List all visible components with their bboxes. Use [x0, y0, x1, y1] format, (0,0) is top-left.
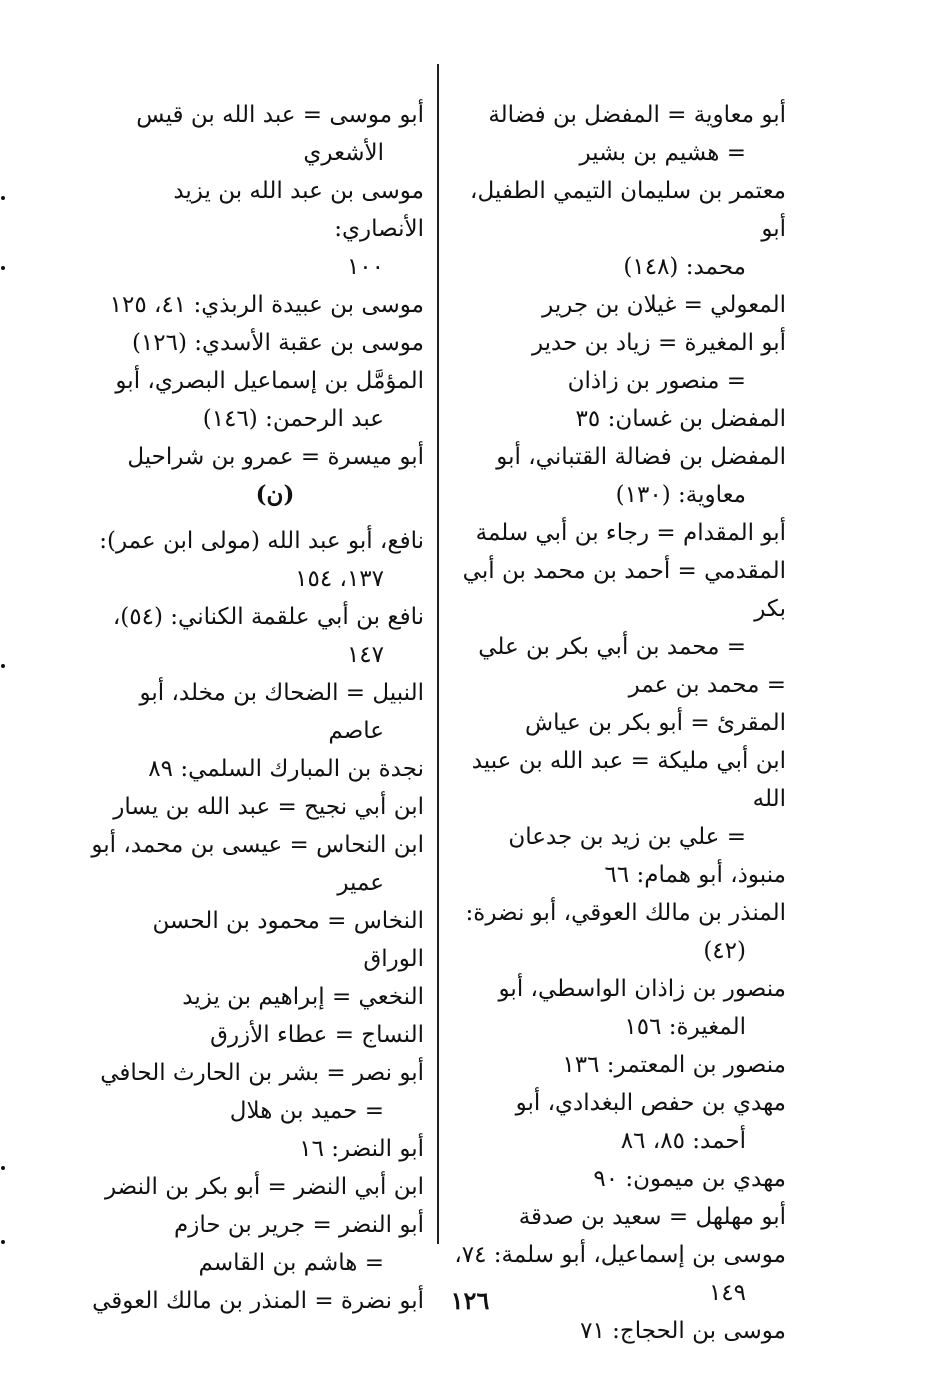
entry-text: معتمر بن سليمان التيمي الطفيل، أبو — [470, 178, 786, 242]
index-entry — [86, 826, 424, 902]
index-entry — [452, 1084, 786, 1160]
entry-continuation: = هشيم بن بشير — [579, 140, 746, 166]
entry-text: مهدي بن ميمون: ٩٠ — [593, 1166, 786, 1192]
index-entry — [452, 438, 786, 514]
entry-text: = محمد بن عمر — [628, 672, 786, 698]
entry-text: (ن) — [255, 481, 295, 508]
entry-continuation: = هاشم بن القاسم — [198, 1250, 384, 1276]
index-entry — [86, 1206, 424, 1282]
entry-text: موسى بن عبيدة الربذي: ٤١، ١٢٥ — [109, 292, 424, 318]
entry-text: النبيل = الضحاك بن مخلد، أبو — [139, 680, 424, 706]
index-entry — [86, 750, 424, 788]
index-entry — [86, 286, 424, 324]
index-entry — [452, 1160, 786, 1198]
index-entry — [86, 978, 424, 1016]
entry-text: المنذر بن مالك العوقي، أبو نضرة: — [465, 900, 786, 926]
entry-text: ابن أبي نجيح = عبد الله بن يسار — [113, 794, 424, 820]
index-entry — [452, 324, 786, 400]
entry-text: المفضل بن غسان: ٣٥ — [575, 406, 786, 432]
index-entry — [452, 514, 786, 552]
index-entry — [452, 856, 786, 894]
entry-text: المعولي = غيلان بن جرير — [542, 292, 786, 318]
entry-text: المؤمَّل بن إسماعيل البصري، أبو — [115, 368, 424, 394]
index-entry — [452, 704, 786, 742]
entry-text: المقرئ = أبو بكر بن عياش — [525, 710, 786, 736]
index-entry — [452, 552, 786, 666]
entry-continuation: ١٠٠ — [346, 254, 384, 280]
entry-continuation: عبد الرحمن: (١٤٦) — [202, 406, 384, 432]
margin-mark — [1, 1240, 5, 1244]
index-entry — [86, 438, 424, 476]
index-entry — [86, 96, 424, 172]
entry-text: موسى بن الحجاج: ٧١ — [580, 1318, 786, 1344]
index-entry — [452, 894, 786, 970]
entry-continuation: عاصم — [328, 718, 384, 744]
entry-continuation: ١٤٧ — [346, 642, 384, 668]
entry-continuation: عمير — [337, 870, 384, 896]
index-entry — [452, 742, 786, 856]
index-entry — [86, 598, 424, 674]
index-entry — [452, 400, 786, 438]
entry-continuation: = محمد بن أبي بكر بن علي — [478, 634, 746, 660]
entry-text: المفضل بن فضالة القتباني، أبو — [496, 444, 786, 470]
column-divider — [437, 64, 439, 1244]
entry-text: نافع، أبو عبد الله (مولى ابن عمر): — [99, 528, 424, 554]
entry-text: موسى بن عقبة الأسدي: (١٢٦) — [131, 330, 424, 356]
index-entry — [86, 1130, 424, 1168]
entry-continuation: = منصور بن زاذان — [567, 368, 746, 394]
index-entry — [86, 674, 424, 750]
index-entry — [452, 666, 786, 704]
index-entry — [86, 522, 424, 598]
entry-text: النخاس = محمود بن الحسن الوراق — [152, 908, 424, 972]
entry-text: النخعي = إبراهيم بن يزيد — [182, 984, 424, 1010]
entry-continuation: = حميد بن هلال — [229, 1098, 384, 1124]
entry-continuation: ١٣٧، ١٥٤ — [295, 566, 384, 592]
entry-text: نافع بن أبي علقمة الكناني: (٥٤)، — [112, 604, 424, 630]
entry-text: ابن أبي النضر = أبو بكر بن النضر — [104, 1174, 424, 1200]
index-entry — [452, 96, 786, 172]
index-entry — [452, 1312, 786, 1350]
entry-text: أبو مهلهل = سعيد بن صدقة — [518, 1204, 786, 1230]
index-entry — [452, 970, 786, 1046]
index-entry — [86, 1016, 424, 1054]
section-letter-heading — [86, 476, 424, 514]
entry-text: منبوذ، أبو همام: ٦٦ — [604, 862, 786, 888]
entry-text: أبو النضر: ١٦ — [299, 1136, 424, 1162]
index-entry — [86, 324, 424, 362]
index-entry — [86, 1168, 424, 1206]
entry-text: أبو المقدام = رجاء بن أبي سلمة — [475, 520, 786, 546]
margin-mark — [1, 266, 5, 270]
entry-continuation: معاوية: (١٣٠) — [615, 482, 746, 508]
entry-text: أبو معاوية = المفضل بن فضالة — [488, 102, 786, 128]
entry-continuation: المغيرة: ١٥٦ — [624, 1014, 746, 1040]
entry-text: موسى بن إسماعيل، أبو سلمة: ٧٤، — [454, 1242, 786, 1268]
page-number: ١٢٦ — [450, 1286, 490, 1315]
entry-text: أبو المغيرة = زياد بن حدير — [531, 330, 786, 356]
entry-text: موسى بن عبد الله بن يزيد الأنصاري: — [173, 178, 424, 242]
entry-text: نجدة بن المبارك السلمي: ٨٩ — [148, 756, 424, 782]
left-column — [86, 96, 424, 1320]
index-entry — [86, 172, 424, 286]
entry-continuation: أحمد: ٨٥، ٨٦ — [620, 1128, 746, 1154]
index-entry — [86, 362, 424, 438]
entry-text: ابن أبي مليكة = عبد الله بن عبيد الله — [471, 748, 786, 812]
entry-continuation: = علي بن زيد بن جدعان — [508, 824, 746, 850]
margin-mark — [1, 664, 5, 668]
entry-continuation: (٤٢) — [703, 938, 746, 964]
entry-text: ابن النحاس = عيسى بن محمد، أبو — [91, 832, 424, 858]
entry-text: أبو موسى = عبد الله بن قيس — [136, 102, 424, 128]
entry-text: أبو نضرة = المنذر بن مالك العوقي — [92, 1288, 424, 1314]
index-entry — [452, 1198, 786, 1236]
entry-text: المقدمي = أحمد بن محمد بن أبي بكر — [462, 558, 786, 622]
index-entry — [86, 788, 424, 826]
index-entry — [86, 1054, 424, 1130]
entry-text: أبو ميسرة = عمرو بن شراحيل — [127, 444, 424, 470]
index-entry — [86, 902, 424, 978]
margin-mark — [1, 1166, 5, 1170]
entry-text: مهدي بن حفص البغدادي، أبو — [515, 1090, 786, 1116]
entry-text: أبو نصر = بشر بن الحارث الحافي — [100, 1060, 424, 1086]
entry-text: النساج = عطاء الأزرق — [210, 1022, 424, 1048]
margin-mark — [1, 196, 5, 200]
index-entry — [452, 286, 786, 324]
index-entry — [452, 1046, 786, 1084]
entry-text: منصور بن المعتمر: ١٣٦ — [562, 1052, 786, 1078]
entry-continuation: الأشعري — [303, 140, 384, 166]
entry-text: منصور بن زاذان الواسطي، أبو — [498, 976, 786, 1002]
index-entry — [452, 172, 786, 286]
entry-text: أبو النضر = جرير بن حازم — [174, 1212, 424, 1238]
entry-continuation: ١٤٩ — [708, 1280, 746, 1306]
entry-continuation: محمد: (١٤٨) — [623, 254, 746, 280]
right-column — [452, 96, 786, 1350]
